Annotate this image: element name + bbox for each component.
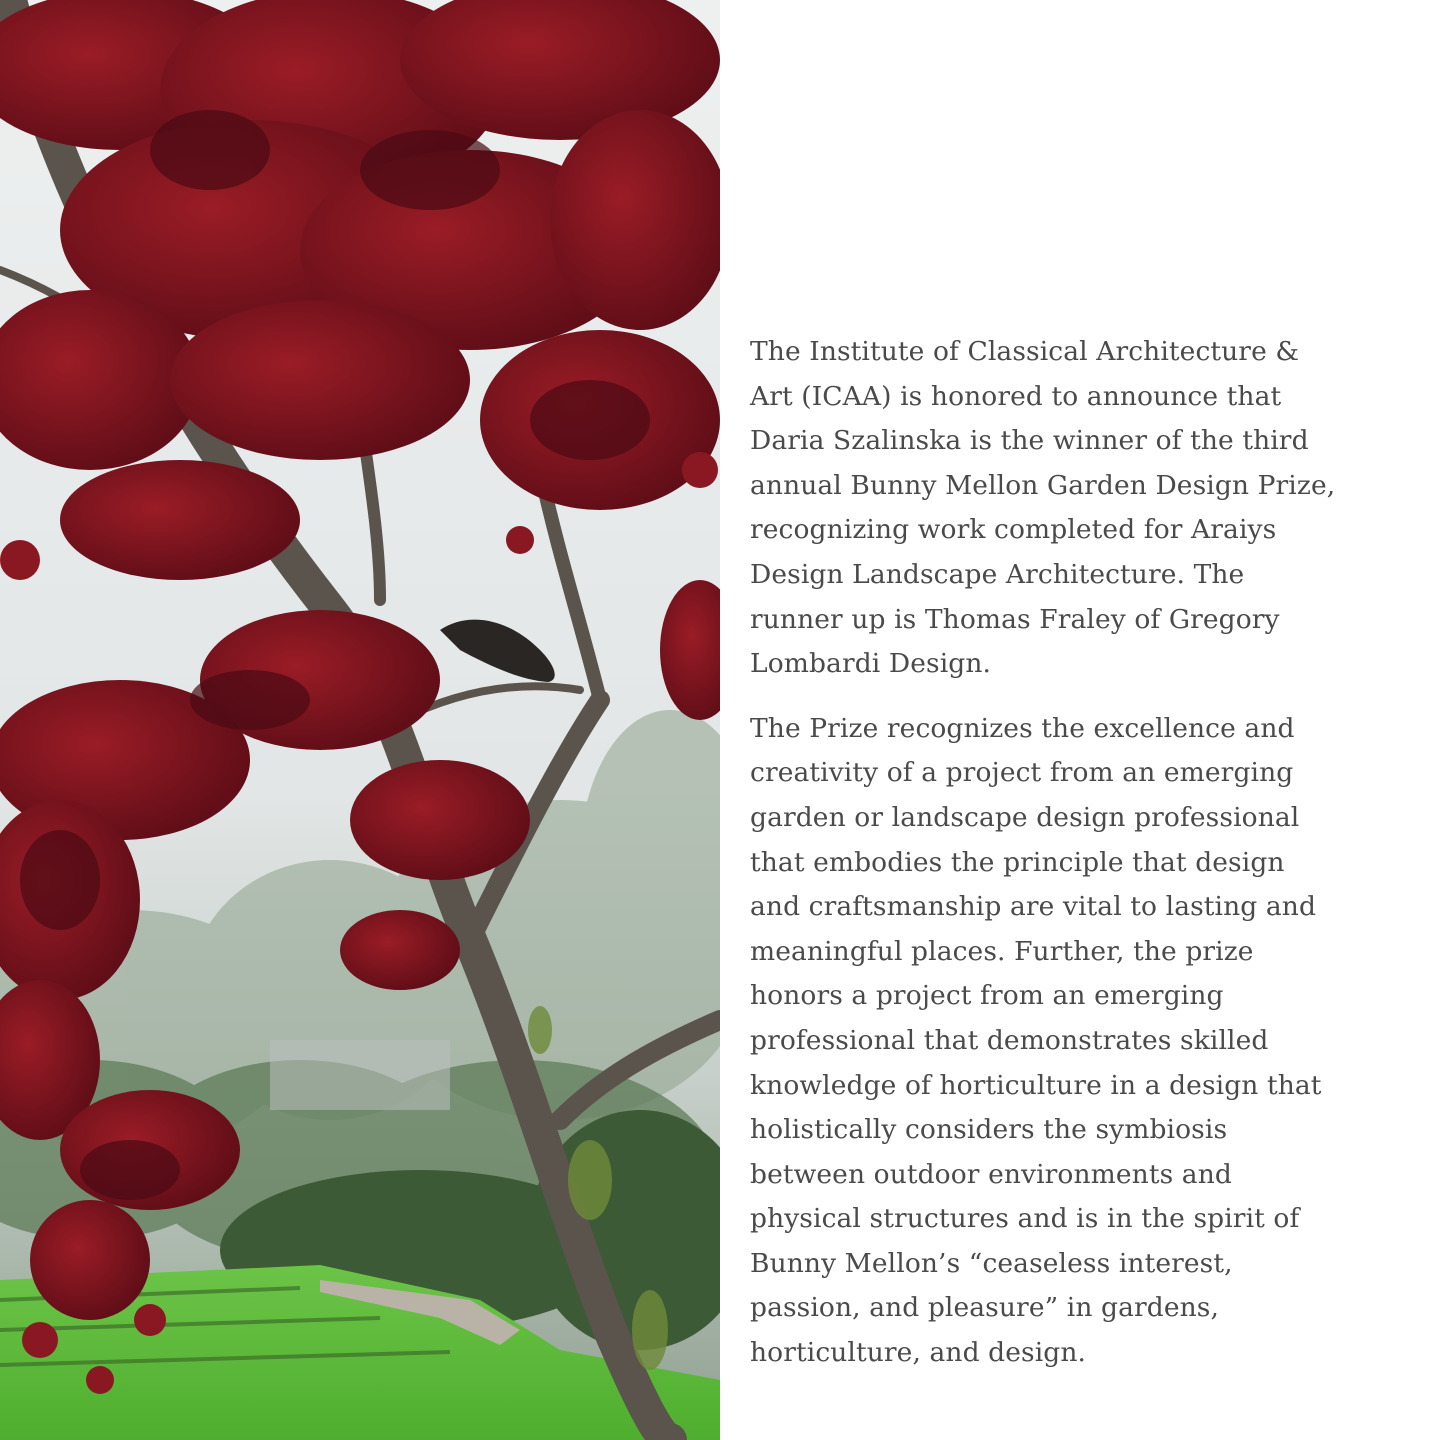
announcement-paragraph-2: The Prize recognizes the excellence and creativity of a project from an emerging garden or landscape design professional that embodies the principle that design and craftsmanship are vital to lasting and meaningful places. Further, the prize honors a project from an emerging professional that demonstrates skilled knowledge of horticulture in a design that holistically considers the symbiosis between outdoor environments and physical structures and is in the spirit of Bunny Mellon’s “ceaseless interest, passion, and pleasure” in gardens, horticulture, and design. [750,712,1322,1369]
announcement-paragraph-1: The Institute of Classical Architecture & Art (ICAA) is honored to announce that Daria Szalinska is the winner of the third annual Bunny Mellon Garden Design Prize, recognizing work completed for Araiys Design Landscape Architecture. The runner up is Thomas Fraley of Gregory Lombardi Design. [750,336,1336,680]
announcement-text [750,330,1410,1396]
